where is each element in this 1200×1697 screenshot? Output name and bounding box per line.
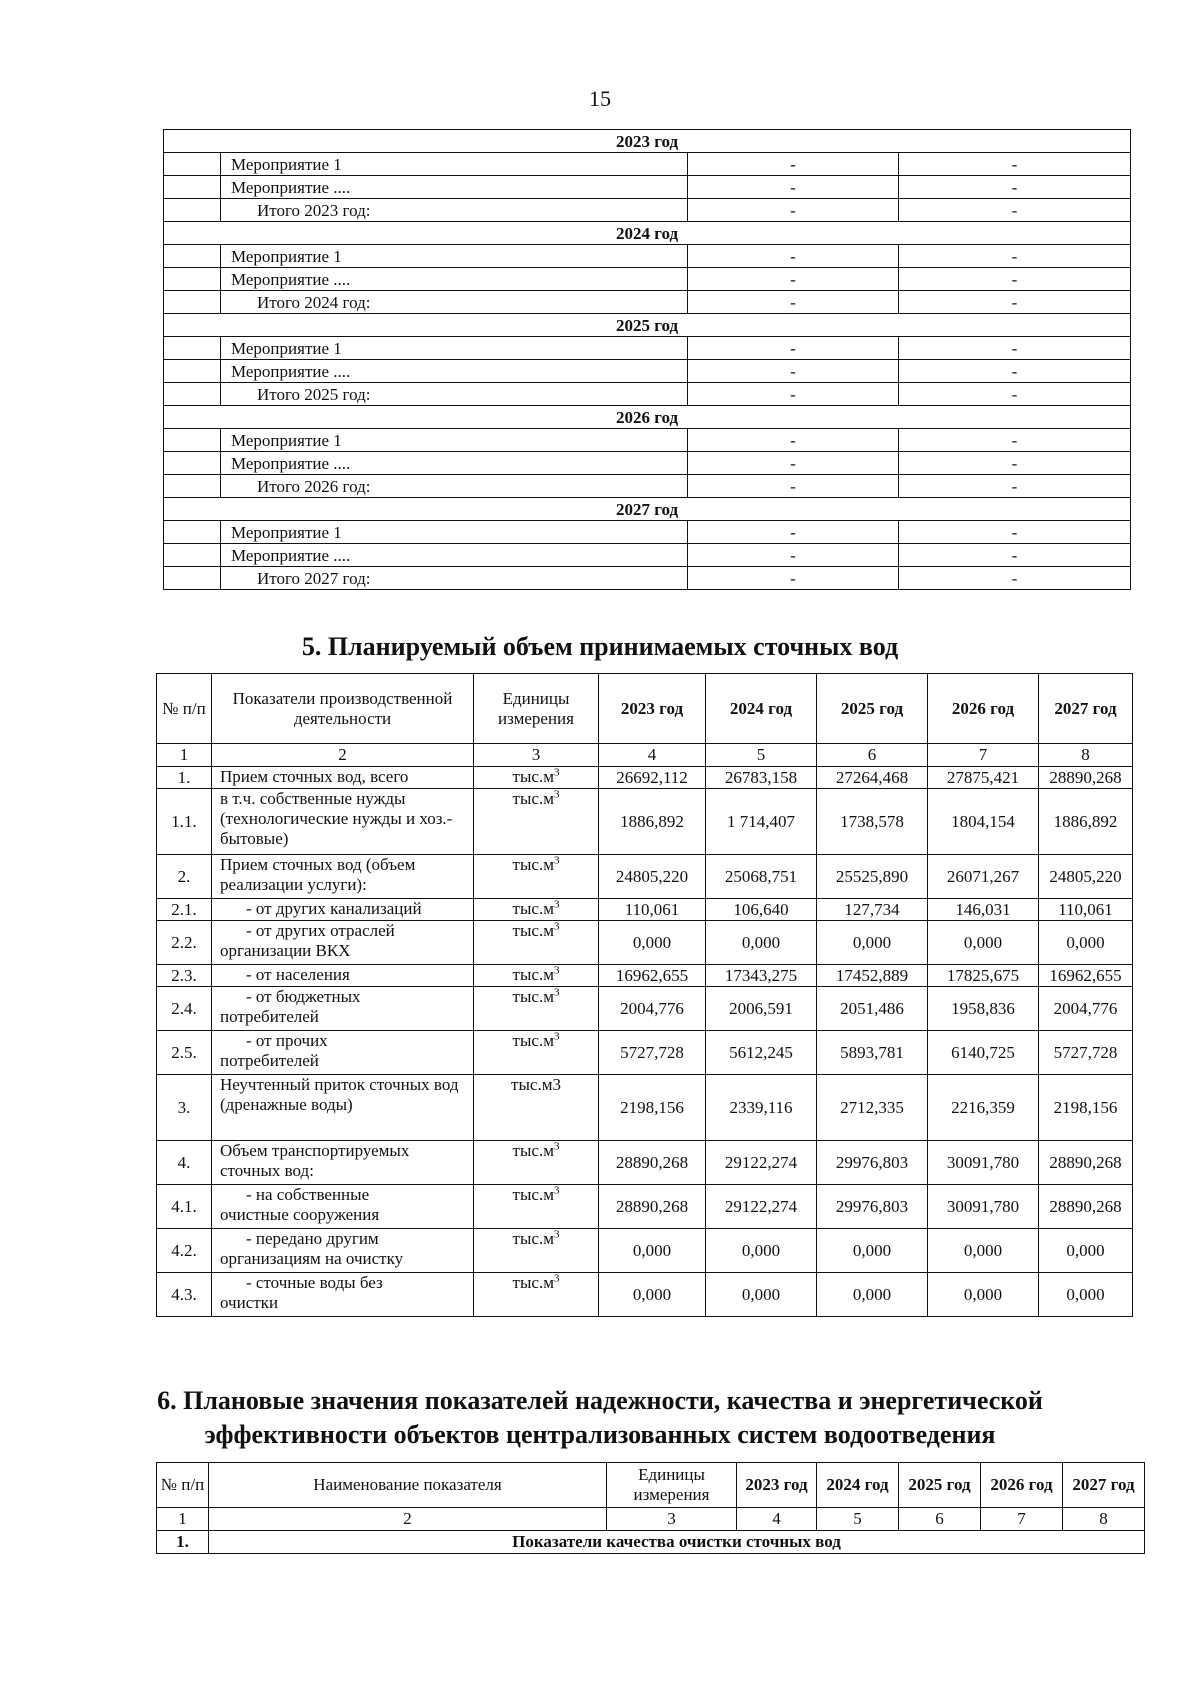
value-cell: - [688,245,899,268]
table-row [164,429,1131,452]
index-cell: 5 [817,1508,899,1531]
value-cell: 0,000 [706,1273,817,1317]
row-num: 3. [157,1075,212,1141]
measure-label: Мероприятие .... [221,268,688,291]
year-title: 2026 год [164,406,1131,429]
value-cell: 0,000 [817,921,928,965]
unit-text: тыс.м [512,965,554,984]
column-index-row [157,744,1133,767]
year-row [164,222,1131,245]
table-row [164,521,1131,544]
unit-text: тыс.м [512,987,554,1006]
table-row [157,1141,1133,1185]
index-cell: 8 [1063,1508,1145,1531]
row-num: 4. [157,1141,212,1185]
measure-label: Мероприятие 1 [221,245,688,268]
value-cell: 30091,780 [928,1141,1039,1185]
table-row [164,337,1131,360]
table-row [157,921,1133,965]
year-total-label: Итого 2025 год: [221,383,688,406]
row-unit [474,1229,599,1273]
value-cell: - [688,268,899,291]
header-num: № п/п [157,674,212,744]
row-name [212,921,474,965]
unit-exponent: 3 [553,788,560,801]
value-cell: 1738,578 [817,789,928,855]
row-name-text: - от бюджетных [246,987,361,1006]
empty-cell [164,475,221,498]
index-cell: 5 [706,744,817,767]
row-name-text: - от населения [246,965,350,984]
unit-text: тыс.м [512,789,554,808]
value-cell: 110,061 [1039,899,1133,921]
value-cell: 25068,751 [706,855,817,899]
value-cell: 0,000 [599,1273,706,1317]
unit-text: тыс.м [512,1229,554,1248]
header-year: 2026 год [928,674,1039,744]
index-cell: 8 [1039,744,1133,767]
unit-exponent: 3 [553,986,560,999]
year-total-label: Итого 2024 год: [221,291,688,314]
value-cell: - [899,544,1131,567]
value-cell: - [688,153,899,176]
unit-text: тыс.м [512,855,554,874]
measure-label: Мероприятие .... [221,176,688,199]
value-cell: 29976,803 [817,1141,928,1185]
value-cell: 2051,486 [817,987,928,1031]
value-cell: - [899,176,1131,199]
value-cell: - [899,268,1131,291]
table-row [164,475,1131,498]
reliability-indicators-table [156,1462,1145,1554]
index-cell: 2 [209,1508,607,1531]
value-cell: 29976,803 [817,1185,928,1229]
row-name [212,1075,474,1141]
index-cell: 3 [474,744,599,767]
table-row [157,767,1133,789]
empty-cell [164,452,221,475]
value-cell: 28890,268 [1039,1141,1133,1185]
header-year: 2027 год [1039,674,1133,744]
row-num: 2.2. [157,921,212,965]
value-cell: 5727,728 [1039,1031,1133,1075]
header-year: 2024 год [706,674,817,744]
row-unit [474,1141,599,1185]
measures-table [163,129,1131,590]
value-cell: - [899,360,1131,383]
unit-text: тыс.м [512,1141,554,1160]
value-cell: - [688,452,899,475]
value-cell: - [688,199,899,222]
row-name-text: потребителей [220,1051,319,1070]
row-name-text: потребителей [220,1007,319,1026]
value-cell: 1886,892 [599,789,706,855]
row-name [212,899,474,921]
row-name [212,1031,474,1075]
value-cell: 2339,116 [706,1075,817,1141]
unit-exponent: 3 [553,1030,560,1043]
row-name-text: очистки [220,1293,279,1312]
value-cell: 28890,268 [599,1185,706,1229]
value-cell: 27875,421 [928,767,1039,789]
table-row [164,291,1131,314]
header-year: 2023 год [599,674,706,744]
row-name [212,987,474,1031]
row-unit [474,987,599,1031]
row-name-text: Неучтенный приток сточных вод (дренажные воды) [220,1075,459,1114]
value-cell: 29122,274 [706,1141,817,1185]
section-6-title-line-1: 6. Плановые значения показателей надежности, качества и энергетической [157,1386,1043,1415]
row-name-text: в т.ч. собственные нужды (технологические нужды и хоз.-бытовые) [220,789,453,848]
row-name-text: - от других отраслей [246,921,395,940]
unit-text: тыс.м [512,1273,554,1292]
value-cell: 28890,268 [599,1141,706,1185]
row-name-text: - передано другим [246,1229,379,1248]
row-name-text: - на собственные [246,1185,370,1204]
index-cell: 4 [737,1508,817,1531]
value-cell: 0,000 [928,1273,1039,1317]
row-num: 4.1. [157,1185,212,1229]
table-row [157,1229,1133,1273]
row-num: 1. [157,767,212,789]
value-cell: 5727,728 [599,1031,706,1075]
table-row [164,567,1131,590]
measure-label: Мероприятие 1 [221,337,688,360]
value-cell: 0,000 [706,921,817,965]
value-cell: 0,000 [928,921,1039,965]
value-cell: 1886,892 [1039,789,1133,855]
row-name-text: очистные сооружения [220,1205,380,1224]
unit-exponent: 3 [553,1184,560,1197]
year-row [164,498,1131,521]
row-num: 1.1. [157,789,212,855]
value-cell: 27264,468 [817,767,928,789]
value-cell: 2198,156 [1039,1075,1133,1141]
value-cell: - [688,429,899,452]
row-name [212,1141,474,1185]
unit-text: тыс.м [512,899,554,918]
empty-cell [164,521,221,544]
table-row [157,855,1133,899]
value-cell: - [688,360,899,383]
table-row [157,1185,1133,1229]
value-cell: - [899,567,1131,590]
value-cell: 2004,776 [599,987,706,1031]
row-unit [474,1273,599,1317]
table-row [164,360,1131,383]
table-row [164,199,1131,222]
year-total-label: Итого 2023 год: [221,199,688,222]
row-name-text: Прием сточных вод, всего [220,767,409,786]
value-cell: - [899,337,1131,360]
table-row [164,544,1131,567]
table-row [157,899,1133,921]
section-6-title [0,1384,1200,1452]
value-cell: 26071,267 [928,855,1039,899]
unit-exponent: 3 [553,1228,560,1241]
value-cell: 1804,154 [928,789,1039,855]
value-cell: 2006,591 [706,987,817,1031]
value-cell: 16962,655 [599,965,706,987]
page-number: 15 [589,86,611,111]
measure-label: Мероприятие 1 [221,153,688,176]
value-cell: 0,000 [599,1229,706,1273]
index-cell: 7 [981,1508,1063,1531]
unit-text: тыс.м [512,767,554,786]
index-cell: 1 [157,744,212,767]
value-cell: - [899,291,1131,314]
measure-label: Мероприятие .... [221,452,688,475]
value-cell: - [899,199,1131,222]
value-cell: 2004,776 [1039,987,1133,1031]
index-cell: 7 [928,744,1039,767]
value-cell: 17452,889 [817,965,928,987]
row-unit [474,921,599,965]
table-row [157,965,1133,987]
value-cell: 0,000 [1039,1229,1133,1273]
unit-exponent: 3 [553,898,560,911]
index-cell: 4 [599,744,706,767]
row-name-text: - сточные воды без [246,1273,383,1292]
value-cell: 110,061 [599,899,706,921]
header-name: Наименование показателя [209,1463,607,1508]
row-name [212,965,474,987]
value-cell: 26692,112 [599,767,706,789]
value-cell: 127,734 [817,899,928,921]
value-cell: 29122,274 [706,1185,817,1229]
unit-text: тыс.м [512,921,554,940]
value-cell: 17825,675 [928,965,1039,987]
header-year: 2026 год [981,1463,1063,1508]
empty-cell [164,291,221,314]
value-cell: 0,000 [706,1229,817,1273]
section-5-title: 5. Планируемый объем принимаемых сточных вод [301,632,899,661]
row-name [212,1185,474,1229]
row-name [212,855,474,899]
value-cell: - [688,521,899,544]
year-row [164,130,1131,153]
row-unit [474,1031,599,1075]
value-cell: - [688,383,899,406]
table-header-row [157,1463,1145,1508]
table-row [157,1031,1133,1075]
header-unit: Единицы измерения [607,1463,737,1508]
unit-text: тыс.м [512,1185,554,1204]
value-cell: - [899,521,1131,544]
value-cell: - [688,291,899,314]
year-total-label: Итого 2027 год: [221,567,688,590]
row-name-text: организации ВКХ [220,941,351,960]
value-cell: 6140,725 [928,1031,1039,1075]
value-cell: 0,000 [928,1229,1039,1273]
header-unit: Единицы измерения [474,674,599,744]
empty-cell [164,383,221,406]
measure-label: Мероприятие .... [221,360,688,383]
unit-exponent: 3 [553,854,560,867]
empty-cell [164,268,221,291]
value-cell: 2198,156 [599,1075,706,1141]
value-cell: 106,640 [706,899,817,921]
empty-cell [164,337,221,360]
value-cell: 0,000 [817,1229,928,1273]
table-row [164,153,1131,176]
measure-label: Мероприятие .... [221,544,688,567]
value-cell: 30091,780 [928,1185,1039,1229]
empty-cell [164,544,221,567]
table-row [164,383,1131,406]
value-cell: - [688,176,899,199]
row-unit [474,1075,599,1141]
table-row [164,245,1131,268]
table-row [164,176,1131,199]
value-cell: - [688,544,899,567]
index-cell: 6 [899,1508,981,1531]
row-unit [474,965,599,987]
row-num: 2. [157,855,212,899]
row-num: 2.1. [157,899,212,921]
row-name-text: - от прочих [246,1031,328,1050]
header-indicator: Показатели производственной деятельности [212,674,474,744]
year-title: 2024 год [164,222,1131,245]
value-cell: 1958,836 [928,987,1039,1031]
row-num: 4.2. [157,1229,212,1273]
year-title: 2027 год [164,498,1131,521]
wastewater-volume-table [156,673,1133,1317]
table-row [157,1075,1133,1141]
value-cell: - [899,245,1131,268]
row-num: 4.3. [157,1273,212,1317]
header-year: 2025 год [817,674,928,744]
value-cell: 146,031 [928,899,1039,921]
index-cell: 1 [157,1508,209,1531]
row-unit [474,855,599,899]
year-title: 2025 год [164,314,1131,337]
table-row [157,987,1133,1031]
empty-cell [164,429,221,452]
year-total-label: Итого 2026 год: [221,475,688,498]
value-cell: 2712,335 [817,1075,928,1141]
group-row [157,1531,1145,1554]
value-cell: - [899,452,1131,475]
value-cell: 24805,220 [599,855,706,899]
value-cell: 5612,245 [706,1031,817,1075]
row-unit [474,789,599,855]
value-cell: 16962,655 [1039,965,1133,987]
measure-label: Мероприятие 1 [221,429,688,452]
row-name-text: - от других канализаций [246,899,422,918]
value-cell: 0,000 [1039,1273,1133,1317]
table-row [157,789,1133,855]
table-row [164,452,1131,475]
empty-cell [164,360,221,383]
value-cell: 0,000 [1039,921,1133,965]
row-unit [474,1185,599,1229]
value-cell: 5893,781 [817,1031,928,1075]
row-num: 2.5. [157,1031,212,1075]
row-name [212,1273,474,1317]
year-row [164,314,1131,337]
row-num: 2.4. [157,987,212,1031]
row-unit [474,767,599,789]
column-index-row [157,1508,1145,1531]
header-year: 2027 год [1063,1463,1145,1508]
value-cell: 1 714,407 [706,789,817,855]
value-cell: - [899,429,1131,452]
value-cell: 2216,359 [928,1075,1039,1141]
table-header-row [157,674,1133,744]
value-cell: - [688,567,899,590]
header-num: № п/п [157,1463,209,1508]
header-year: 2023 год [737,1463,817,1508]
unit-exponent: 3 [553,1140,560,1153]
group-num: 1. [157,1531,209,1554]
index-cell: 6 [817,744,928,767]
value-cell: 28890,268 [1039,767,1133,789]
empty-cell [164,245,221,268]
value-cell: 24805,220 [1039,855,1133,899]
group-title: Показатели качества очистки сточных вод [209,1531,1145,1554]
row-num: 2.3. [157,965,212,987]
row-unit [474,899,599,921]
row-name-text: организациям на очистку [220,1249,404,1268]
row-name [212,767,474,789]
value-cell: 25525,890 [817,855,928,899]
value-cell: - [899,383,1131,406]
empty-cell [164,567,221,590]
unit-text: тыс.м [512,1031,554,1050]
year-row [164,406,1131,429]
row-name-text: Объем транспортируемых сточных вод: [220,1141,410,1180]
row-name [212,789,474,855]
measure-label: Мероприятие 1 [221,521,688,544]
empty-cell [164,199,221,222]
unit-exponent: 3 [553,920,560,933]
unit-text: тыс.м3 [511,1075,561,1094]
value-cell: 17343,275 [706,965,817,987]
header-year: 2024 год [817,1463,899,1508]
section-6-title-line-2: эффективности объектов централизованных систем водоотведения [204,1420,996,1449]
value-cell: 0,000 [817,1273,928,1317]
value-cell: 0,000 [599,921,706,965]
value-cell: - [899,475,1131,498]
value-cell: 28890,268 [1039,1185,1133,1229]
table-row [164,268,1131,291]
year-title: 2023 год [164,130,1131,153]
empty-cell [164,153,221,176]
value-cell: 26783,158 [706,767,817,789]
unit-exponent: 3 [553,964,560,977]
row-name-text: Прием сточных вод (объем реализации услуги): [220,855,416,894]
index-cell: 3 [607,1508,737,1531]
value-cell: - [688,337,899,360]
unit-exponent: 3 [553,766,560,779]
unit-exponent: 3 [553,1272,560,1285]
value-cell: - [899,153,1131,176]
index-cell: 2 [212,744,474,767]
empty-cell [164,176,221,199]
row-name [212,1229,474,1273]
value-cell: - [688,475,899,498]
header-year: 2025 год [899,1463,981,1508]
table-row [157,1273,1133,1317]
